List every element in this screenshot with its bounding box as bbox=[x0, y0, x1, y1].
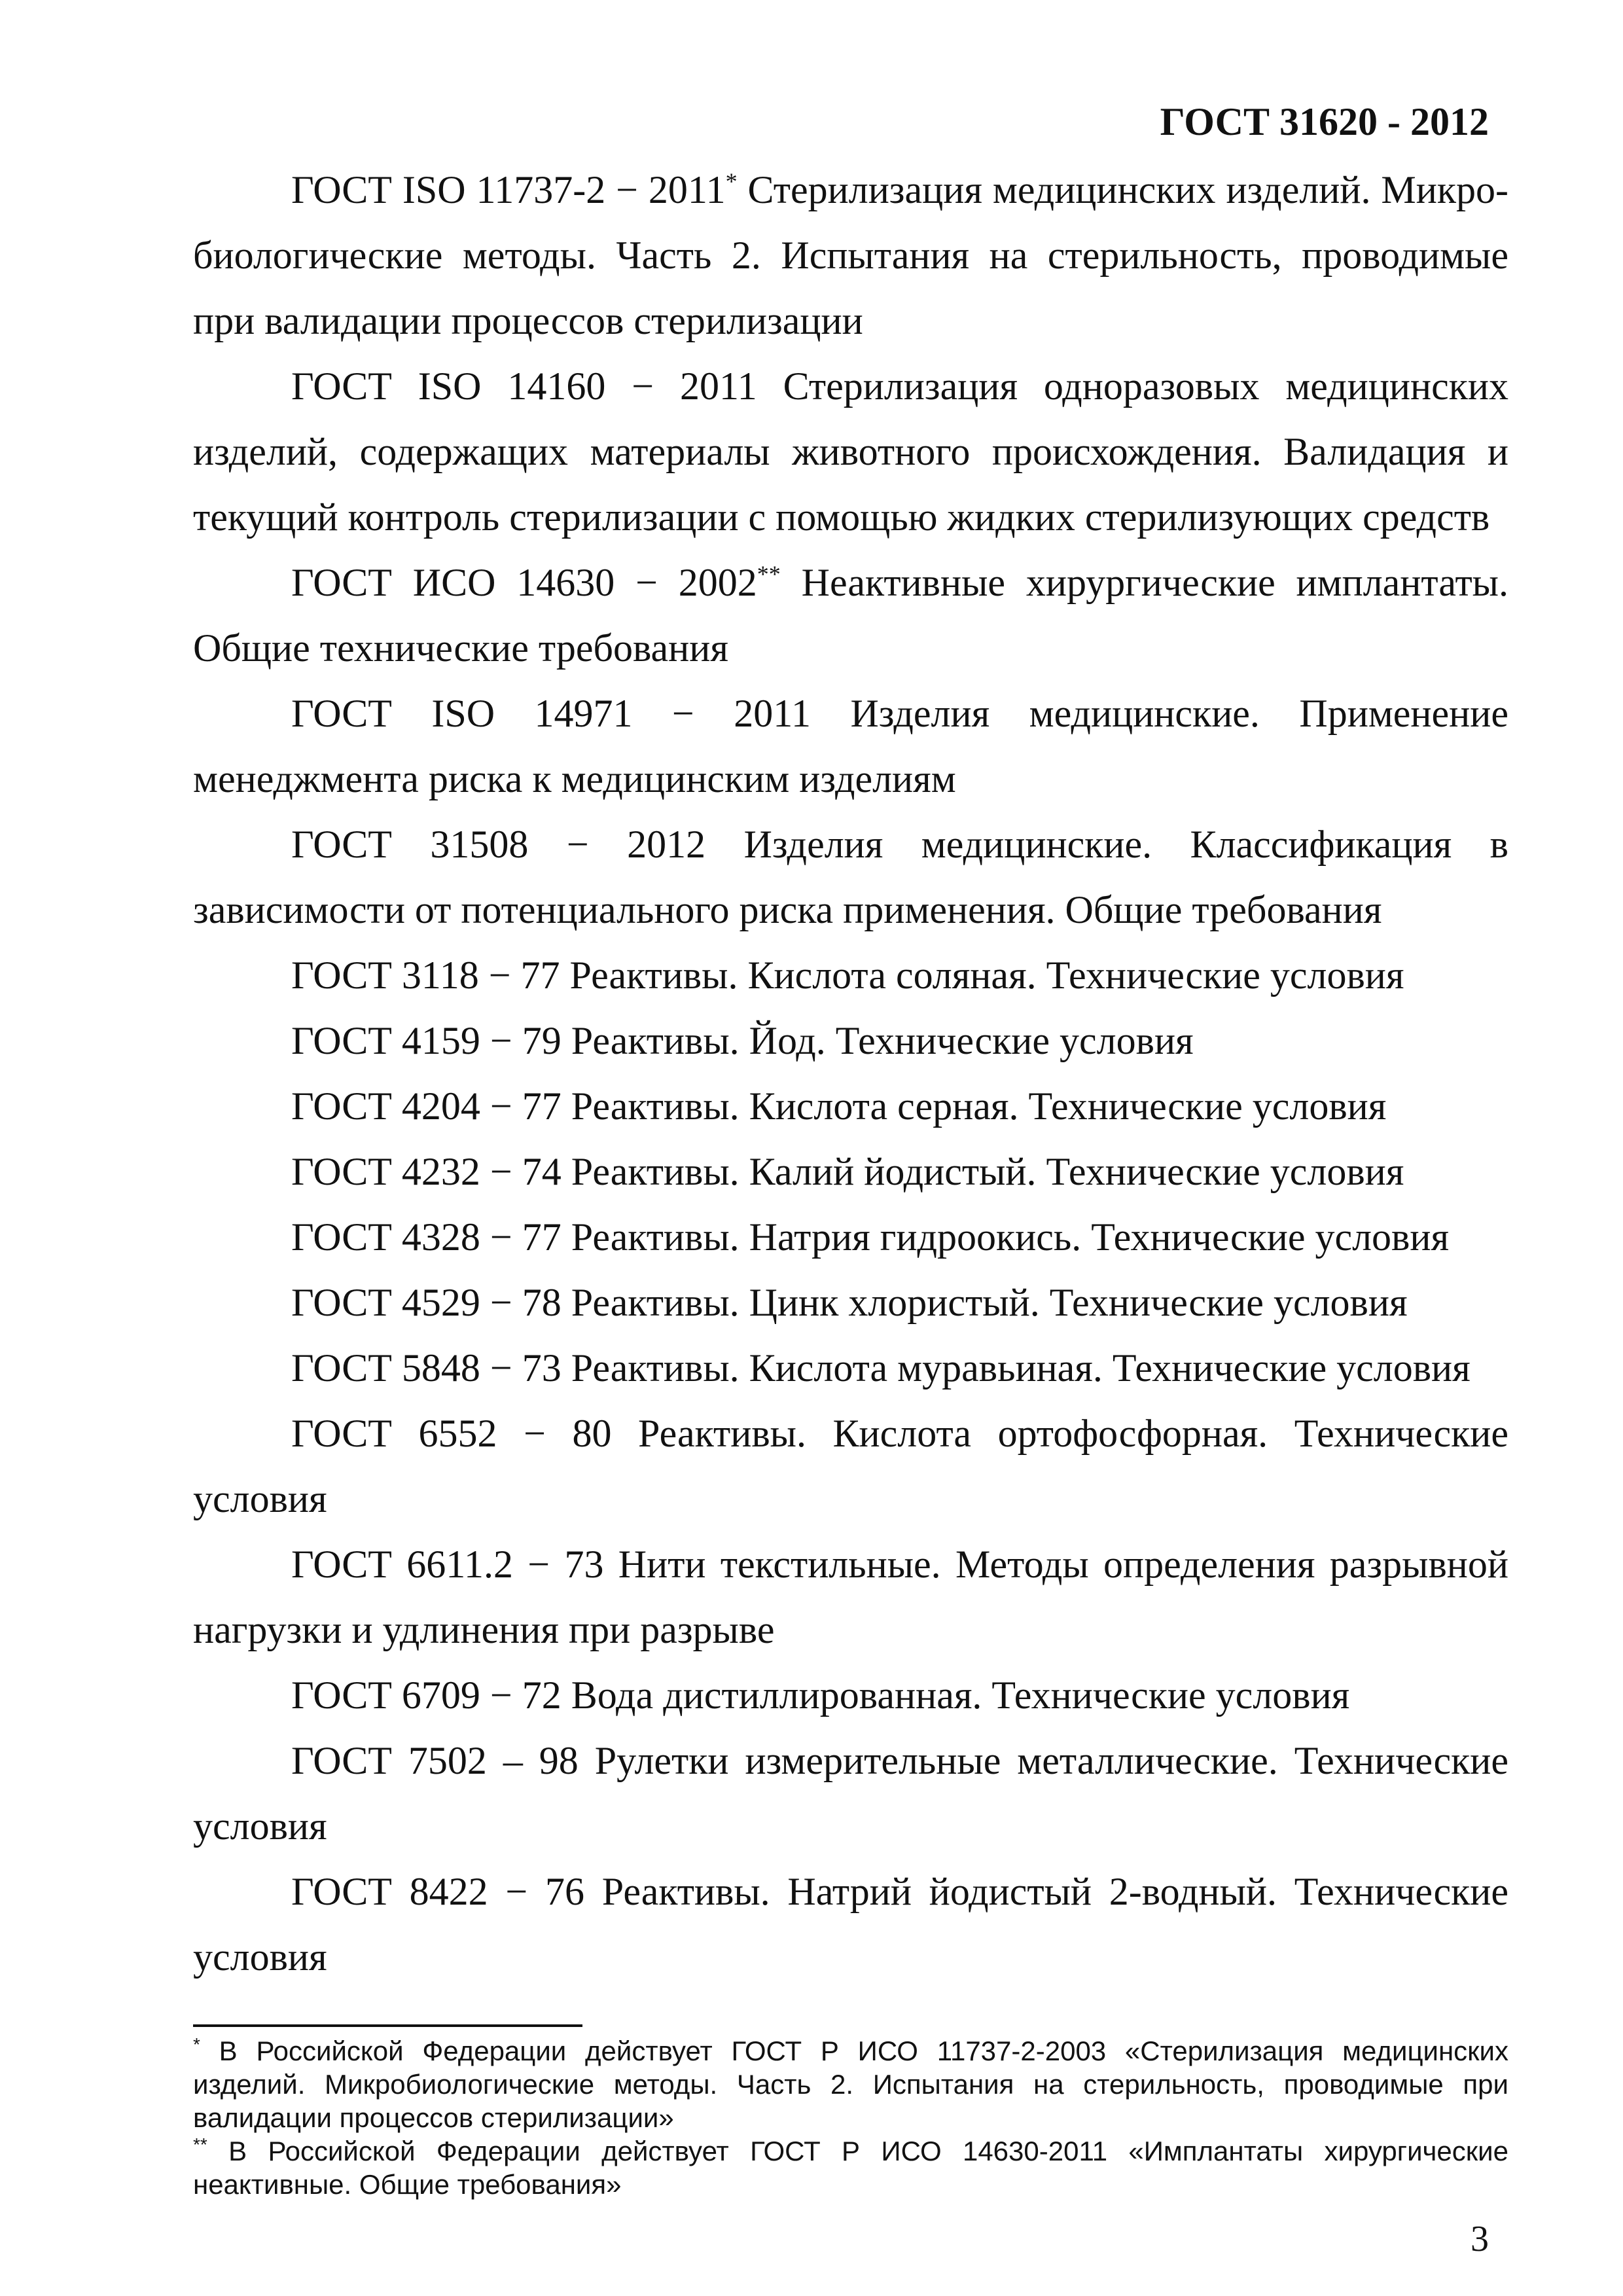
footnote-mark: * bbox=[193, 2034, 200, 2054]
reference-title: Реактивы. Цинк хлористый. Технические условия bbox=[561, 1281, 1408, 1324]
reference-title: Реактивы. Йод. Технические условия bbox=[561, 1019, 1194, 1062]
reference-title: Изделия медицинские. Классификация в зависимости от потенциального риска применения. Общие требования bbox=[193, 823, 1508, 931]
reference-title: Реактивы. Кислота ортофосфорная. Технические условия bbox=[193, 1412, 1509, 1520]
reference-entry bbox=[193, 812, 1508, 942]
reference-entry bbox=[193, 681, 1508, 812]
reference-entry bbox=[193, 1008, 1508, 1073]
footnote-text: В Российской Федерации действует ГОСТ Р ИСО 14630-2011 «Имплантаты хирургические неактивные. Общие требования» bbox=[193, 2136, 1508, 2200]
footnote-mark: ** bbox=[757, 561, 781, 587]
footnote bbox=[193, 2134, 1508, 2201]
reference-id: ГОСТ 4529 − 78 bbox=[291, 1281, 562, 1324]
reference-id: ГОСТ 4204 − 77 bbox=[291, 1085, 562, 1128]
footnotes bbox=[193, 2034, 1508, 2201]
reference-entry bbox=[193, 1532, 1508, 1662]
reference-entry bbox=[193, 1728, 1508, 1859]
reference-entry bbox=[193, 1401, 1508, 1532]
reference-entry bbox=[193, 1139, 1508, 1204]
reference-title: Вода дистиллированная. Технические условия bbox=[561, 1674, 1350, 1717]
reference-id: ГОСТ 6709 − 72 bbox=[291, 1674, 562, 1717]
reference-title: Реактивы. Кислота серная. Технические условия bbox=[561, 1085, 1387, 1128]
footnote bbox=[193, 2034, 1508, 2134]
reference-id: ГОСТ 4328 − 77 bbox=[291, 1215, 562, 1259]
reference-title: Реактивы. Натрия гидроокись. Технические условия bbox=[561, 1215, 1450, 1259]
footnote-text: В Российской Федерации действует ГОСТ Р ИСО 11737-2-2003 «Стерилизация медицинских изделий. Микробиологические методы. Часть 2. Испытания на стерильность, проводимые при валидации процессов стерилизации» bbox=[193, 2036, 1508, 2133]
reference-title: Реактивы. Кислота муравьиная. Технические условия bbox=[561, 1346, 1471, 1390]
reference-title: Реактивы. Калий йодистый. Технические условия bbox=[561, 1150, 1404, 1193]
reference-id: ГОСТ 5848 − 73 bbox=[291, 1346, 562, 1390]
footnote-mark: * bbox=[725, 168, 738, 194]
reference-entry bbox=[193, 1662, 1508, 1728]
reference-id: ГОСТ 4232 − 74 bbox=[291, 1150, 562, 1193]
reference-entry bbox=[193, 1859, 1508, 1990]
reference-id: ГОСТ 6552 − 80 bbox=[291, 1412, 612, 1455]
reference-id: ГОСТ ISO 11737-2 − 2011 bbox=[291, 168, 726, 211]
reference-entry bbox=[193, 942, 1508, 1008]
reference-title: Стерилизация одноразовых медицинских изделий, содержащих материалы животного происхождения. Валидация и текущий контроль стерилизации с помощью жидких стерилизующих средств bbox=[193, 365, 1509, 539]
reference-id: ГОСТ 31508 − 2012 bbox=[291, 823, 706, 866]
reference-id: ГОСТ ИСО 14630 − 2002 bbox=[291, 561, 757, 604]
reference-id: ГОСТ 3118 − 77 bbox=[291, 954, 560, 997]
reference-entry bbox=[193, 1270, 1508, 1335]
reference-entry bbox=[193, 1335, 1508, 1401]
reference-entry bbox=[193, 550, 1508, 681]
normative-references-list bbox=[193, 157, 1508, 1990]
reference-id: ГОСТ 7502 – 98 bbox=[291, 1739, 579, 1782]
reference-title: Изделия медицинские. Применение менеджмента риска к медицинским изделиям bbox=[193, 692, 1509, 800]
page-number: 3 bbox=[1471, 2219, 1489, 2259]
reference-title: Нити текстильные. Методы определения разрывной нагрузки и удлинения при разрыве bbox=[193, 1543, 1508, 1651]
reference-id: ГОСТ ISO 14160 − 2011 bbox=[291, 365, 757, 408]
reference-id: ГОСТ 4159 − 79 bbox=[291, 1019, 562, 1062]
reference-entry bbox=[193, 1204, 1508, 1270]
reference-title: Рулетки измерительные металлические. Технические условия bbox=[193, 1739, 1508, 1848]
reference-title: Стерилизация медицинских изделий. Микро-биологические методы. Часть 2. Испытания на стерильность, проводимые при валидации процессов стерилизации bbox=[193, 168, 1508, 342]
reference-title: Реактивы. Натрий йодистый 2-водный. Технические условия bbox=[193, 1870, 1508, 1979]
reference-id: ГОСТ ISO 14971 − 2011 bbox=[291, 692, 811, 735]
reference-title: Неактивные хирургические имплантаты. Общие технические требования bbox=[193, 561, 1508, 670]
reference-entry bbox=[193, 157, 1508, 353]
reference-title: Реактивы. Кислота соляная. Технические условия bbox=[560, 954, 1404, 997]
reference-id: ГОСТ 6611.2 − 73 bbox=[291, 1543, 604, 1586]
document-header: ГОСТ 31620 - 2012 bbox=[1160, 100, 1489, 143]
footnote-divider bbox=[193, 2024, 582, 2027]
reference-entry bbox=[193, 1073, 1508, 1139]
footnote-mark: ** bbox=[193, 2134, 207, 2155]
reference-entry bbox=[193, 353, 1508, 550]
reference-id: ГОСТ 8422 − 76 bbox=[291, 1870, 585, 1913]
